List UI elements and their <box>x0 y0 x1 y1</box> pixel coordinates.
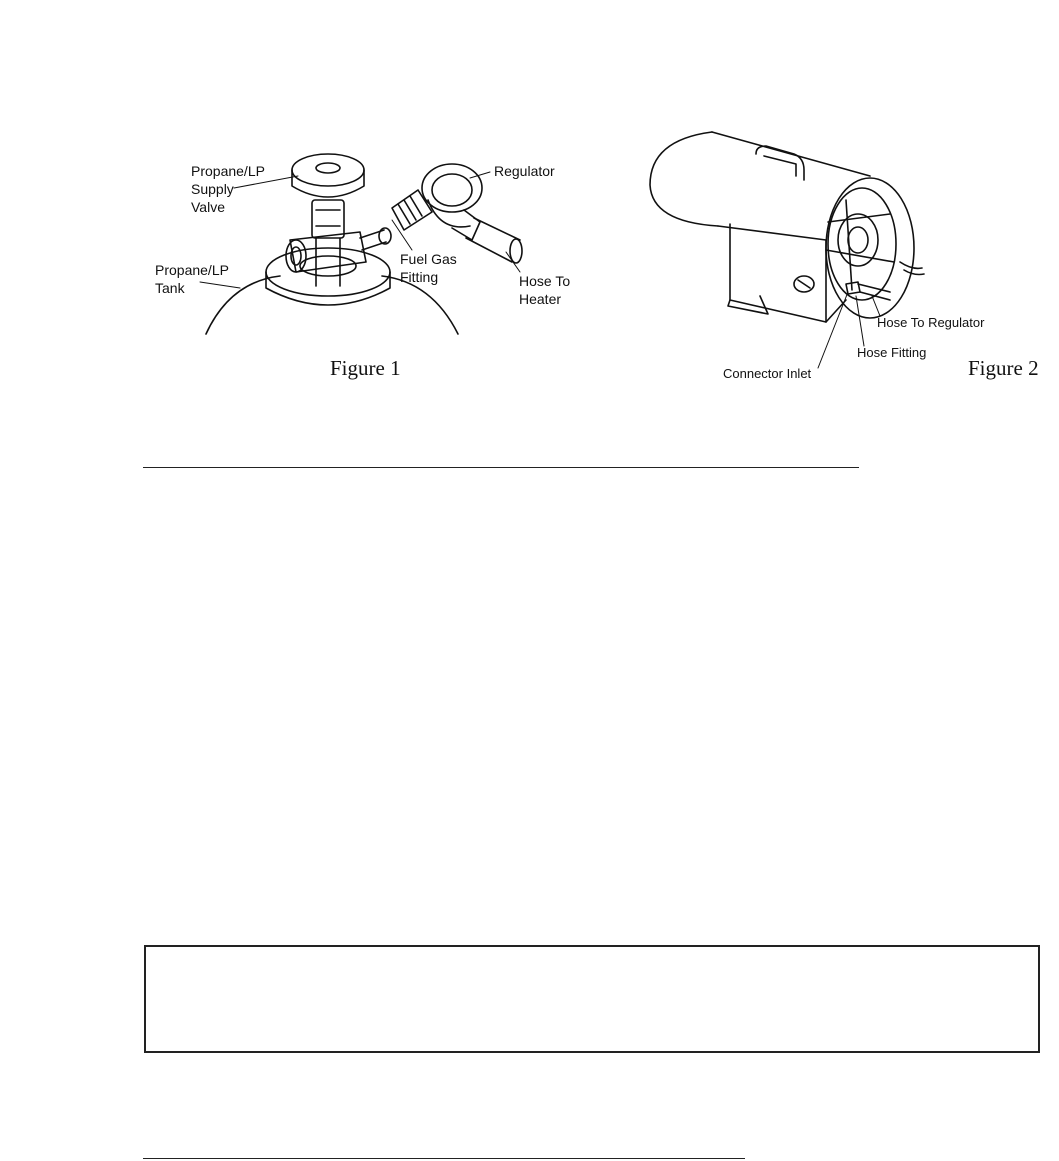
divider-rule-top <box>143 467 859 468</box>
heater-drawing <box>650 132 924 322</box>
warning-box <box>144 945 1040 1053</box>
figure1-caption: Figure 1 <box>330 356 401 380</box>
label-connector-inlet: Connector Inlet <box>723 366 812 381</box>
label-supply-valve: Propane/LP Supply Valve <box>191 163 265 215</box>
label-fuel-gas-fitting: Fuel Gas Fitting <box>400 251 457 285</box>
label-hose-to-regulator: Hose To Regulator <box>877 315 985 330</box>
label-hose-fitting: Hose Fitting <box>857 345 927 360</box>
label-tank: Propane/LP Tank <box>155 262 229 296</box>
divider-rule-bottom <box>143 1158 745 1159</box>
label-regulator: Regulator <box>494 163 555 179</box>
label-hose-to-heater: Hose To Heater <box>519 273 571 307</box>
figure2-caption: Figure 2 <box>968 356 1039 380</box>
